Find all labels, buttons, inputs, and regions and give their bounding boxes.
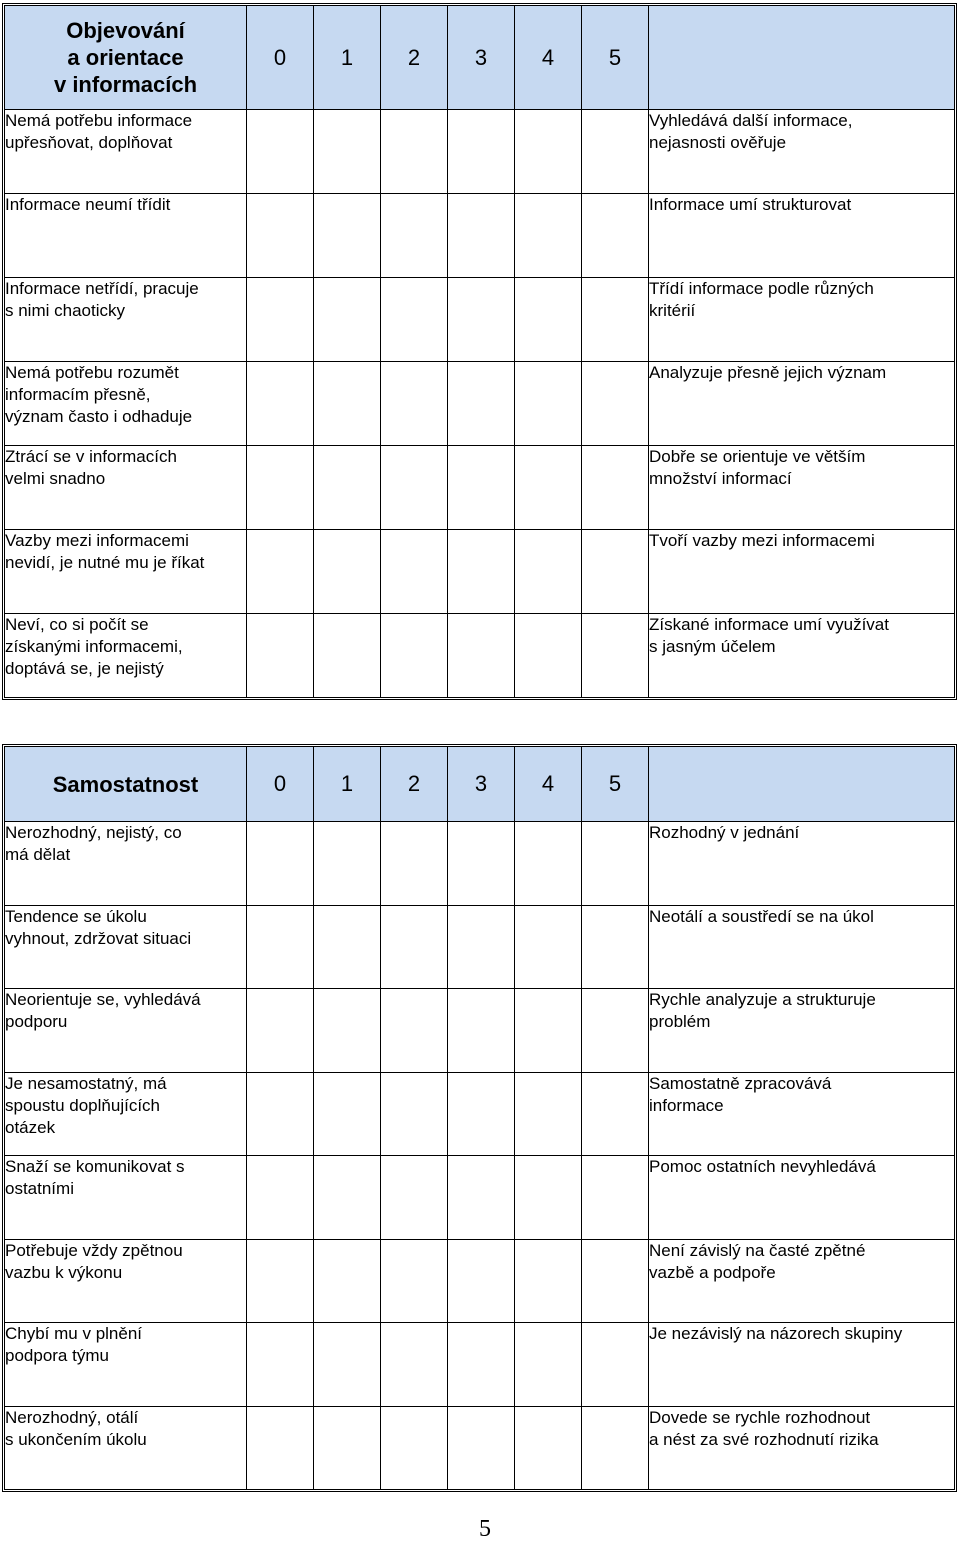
rating-cell[interactable] bbox=[582, 278, 649, 362]
rating-cell[interactable] bbox=[582, 905, 649, 989]
rating-cell[interactable] bbox=[582, 1323, 649, 1407]
descriptor-line: Informace neumí třídit bbox=[5, 195, 171, 214]
rating-cell[interactable] bbox=[582, 614, 649, 698]
rating-cell[interactable] bbox=[314, 1072, 381, 1156]
descriptor-line: Tvoří vazby mezi informacemi bbox=[649, 531, 875, 550]
rating-cell[interactable] bbox=[247, 278, 314, 362]
rating-cell[interactable] bbox=[247, 905, 314, 989]
descriptor-line: Ztrácí se v informacích bbox=[5, 447, 177, 466]
rating-cell[interactable] bbox=[381, 614, 448, 698]
descriptor-line: spoustu doplňujících bbox=[5, 1095, 160, 1115]
rating-cell[interactable] bbox=[381, 194, 448, 278]
descriptor-line: Vazby mezi informacemi bbox=[5, 531, 189, 550]
descriptor-line: Není závislý na časté zpětné bbox=[649, 1240, 866, 1260]
descriptor-line: Samostatně zpracovává bbox=[649, 1073, 832, 1093]
positive-descriptor bbox=[649, 362, 955, 446]
header-blank-cell bbox=[649, 6, 955, 110]
rating-cell[interactable] bbox=[247, 989, 314, 1073]
negative-descriptor bbox=[5, 530, 247, 614]
positive-descriptor bbox=[649, 822, 955, 906]
section-title-line: a orientace bbox=[67, 45, 184, 70]
rating-cell[interactable] bbox=[582, 1072, 649, 1156]
negative-descriptor bbox=[5, 822, 247, 906]
rating-cell[interactable] bbox=[247, 1239, 314, 1323]
positive-descriptor bbox=[649, 110, 955, 194]
rating-cell[interactable] bbox=[448, 530, 515, 614]
table-row bbox=[5, 1072, 955, 1156]
rating-cell[interactable] bbox=[247, 530, 314, 614]
descriptor-line: problém bbox=[649, 1012, 711, 1031]
rating-cell[interactable] bbox=[515, 1072, 582, 1156]
rating-cell[interactable] bbox=[247, 194, 314, 278]
rating-cell[interactable] bbox=[448, 989, 515, 1073]
negative-descriptor bbox=[5, 110, 247, 194]
rating-cell[interactable] bbox=[247, 822, 314, 906]
descriptor-line: Získané informace umí využívat bbox=[649, 615, 889, 634]
descriptor-line: Nemá potřebu informace bbox=[5, 111, 193, 130]
descriptor-line: velmi snadno bbox=[5, 469, 106, 488]
rating-cell[interactable] bbox=[515, 446, 582, 530]
table-row bbox=[5, 822, 955, 906]
descriptor-line: Pomoc ostatních nevyhledává bbox=[649, 1157, 876, 1176]
rating-cell[interactable] bbox=[314, 989, 381, 1073]
rating-cell[interactable] bbox=[247, 362, 314, 446]
descriptor-line: Je nezávislý na názorech skupiny bbox=[649, 1324, 903, 1343]
descriptor-line: s jasným účelem bbox=[649, 637, 776, 656]
rating-cell[interactable] bbox=[448, 1406, 515, 1490]
rating-cell[interactable] bbox=[381, 278, 448, 362]
rating-cell[interactable] bbox=[515, 110, 582, 194]
rating-cell[interactable] bbox=[448, 614, 515, 698]
rating-cell[interactable] bbox=[448, 278, 515, 362]
table-row bbox=[5, 362, 955, 446]
positive-descriptor bbox=[649, 194, 955, 278]
descriptor-line: kritérií bbox=[649, 301, 696, 320]
page-number: 5 bbox=[479, 1516, 491, 1542]
rating-cell[interactable] bbox=[381, 446, 448, 530]
table-row bbox=[5, 110, 955, 194]
descriptor-line: získanými informacemi, bbox=[5, 637, 183, 656]
descriptor-line: Nemá potřebu rozumět bbox=[5, 363, 179, 382]
rating-cell[interactable] bbox=[381, 1239, 448, 1323]
negative-descriptor bbox=[5, 1323, 247, 1407]
rating-cell[interactable] bbox=[247, 1323, 314, 1407]
rating-cell[interactable] bbox=[314, 614, 381, 698]
descriptor-line: otázek bbox=[5, 1117, 56, 1137]
positive-descriptor bbox=[649, 989, 955, 1073]
rating-cell[interactable] bbox=[314, 530, 381, 614]
negative-descriptor bbox=[5, 1072, 247, 1156]
table-header-row bbox=[5, 747, 955, 822]
rating-cell[interactable] bbox=[381, 905, 448, 989]
scale-label: 2 bbox=[381, 747, 448, 822]
descriptor-line: Informace umí strukturovat bbox=[649, 195, 852, 214]
descriptor-line: Nerozhodný, nejistý, co bbox=[5, 823, 182, 842]
descriptor-line: význam často i odhaduje bbox=[5, 407, 193, 426]
rating-cell[interactable] bbox=[582, 1406, 649, 1490]
rating-cell[interactable] bbox=[381, 1156, 448, 1240]
section-title bbox=[5, 747, 247, 822]
positive-descriptor bbox=[649, 1156, 955, 1240]
descriptor-line: podpora týmu bbox=[5, 1346, 109, 1365]
descriptor-line: ostatními bbox=[5, 1179, 74, 1198]
positive-descriptor bbox=[649, 1323, 955, 1407]
rating-cell[interactable] bbox=[247, 1072, 314, 1156]
descriptor-line: vazbu k výkonu bbox=[5, 1262, 123, 1282]
descriptor-line: Dobře se orientuje ve větším bbox=[649, 447, 866, 466]
rating-cell[interactable] bbox=[381, 989, 448, 1073]
positive-descriptor bbox=[649, 1239, 955, 1323]
rating-cell[interactable] bbox=[515, 989, 582, 1073]
positive-descriptor bbox=[649, 614, 955, 698]
scale-label: 5 bbox=[582, 6, 649, 110]
negative-descriptor bbox=[5, 989, 247, 1073]
rating-cell[interactable] bbox=[448, 822, 515, 906]
negative-descriptor bbox=[5, 905, 247, 989]
table-row bbox=[5, 530, 955, 614]
rating-cell[interactable] bbox=[314, 1239, 381, 1323]
descriptor-line: Nerozhodný, otálí bbox=[5, 1407, 139, 1427]
rating-cell[interactable] bbox=[515, 1406, 582, 1490]
rating-cell[interactable] bbox=[448, 1072, 515, 1156]
positive-descriptor bbox=[649, 530, 955, 614]
table-row bbox=[5, 1239, 955, 1323]
descriptor-line: Je nesamostatný, má bbox=[5, 1073, 167, 1093]
section-title-line: Objevování bbox=[66, 18, 185, 43]
table-row bbox=[5, 1156, 955, 1240]
rating-cell[interactable] bbox=[582, 1156, 649, 1240]
rating-cell[interactable] bbox=[247, 1156, 314, 1240]
table-row bbox=[5, 905, 955, 989]
rating-cell[interactable] bbox=[314, 194, 381, 278]
negative-descriptor bbox=[5, 1156, 247, 1240]
negative-descriptor bbox=[5, 362, 247, 446]
rating-cell[interactable] bbox=[448, 1239, 515, 1323]
table-header-row bbox=[5, 6, 955, 110]
rating-cell[interactable] bbox=[247, 614, 314, 698]
positive-descriptor bbox=[649, 1406, 955, 1490]
rating-cell[interactable] bbox=[582, 822, 649, 906]
descriptor-line: s nimi chaoticky bbox=[5, 301, 125, 320]
rating-cell[interactable] bbox=[448, 110, 515, 194]
descriptor-line: Dovede se rychle rozhodnout bbox=[649, 1407, 871, 1427]
descriptor-line: Rozhodný v jednání bbox=[649, 823, 800, 842]
descriptor-line: s ukončením úkolu bbox=[5, 1429, 147, 1449]
descriptor-line: informacím přesně, bbox=[5, 385, 151, 404]
descriptor-line: doptává se, je nejistý bbox=[5, 659, 164, 678]
table-row bbox=[5, 1323, 955, 1407]
scale-label: 3 bbox=[448, 747, 515, 822]
section-title-line: v informacích bbox=[53, 72, 198, 97]
rating-cell[interactable] bbox=[582, 194, 649, 278]
descriptor-line: Neorientuje se, vyhledává bbox=[5, 990, 201, 1009]
rating-cell[interactable] bbox=[314, 362, 381, 446]
rating-cell[interactable] bbox=[314, 822, 381, 906]
negative-descriptor bbox=[5, 278, 247, 362]
scale-label: 3 bbox=[448, 6, 515, 110]
descriptor-line: Snaží se komunikovat s bbox=[5, 1157, 185, 1176]
scale-label: 2 bbox=[381, 6, 448, 110]
rating-cell[interactable] bbox=[582, 446, 649, 530]
rating-cell[interactable] bbox=[582, 1239, 649, 1323]
table-row bbox=[5, 1406, 955, 1490]
rating-cell[interactable] bbox=[515, 1156, 582, 1240]
rating-cell[interactable] bbox=[515, 278, 582, 362]
rating-cell[interactable] bbox=[314, 110, 381, 194]
rating-cell[interactable] bbox=[314, 1323, 381, 1407]
descriptor-line: Neotálí a soustředí se na úkol bbox=[649, 906, 874, 926]
table-row bbox=[5, 278, 955, 362]
scale-label: 0 bbox=[247, 747, 314, 822]
descriptor-line: Vyhledává další informace, bbox=[649, 111, 853, 130]
negative-descriptor bbox=[5, 614, 247, 698]
rating-cell[interactable] bbox=[314, 905, 381, 989]
table-row bbox=[5, 614, 955, 698]
rating-cell[interactable] bbox=[314, 1406, 381, 1490]
descriptor-line: vazbě a podpoře bbox=[649, 1262, 776, 1282]
descriptor-line: nevidí, je nutné mu je říkat bbox=[5, 553, 205, 572]
descriptor-line: vyhnout, zdržovat situaci bbox=[5, 928, 192, 948]
negative-descriptor bbox=[5, 194, 247, 278]
positive-descriptor bbox=[649, 278, 955, 362]
rating-cell[interactable] bbox=[515, 362, 582, 446]
rating-cell[interactable] bbox=[381, 822, 448, 906]
descriptor-line: a nést za své rozhodnutí rizika bbox=[649, 1429, 879, 1449]
descriptor-line: Třídí informace podle různých bbox=[649, 279, 874, 298]
section-title-line: Samostatnost bbox=[52, 771, 199, 797]
rating-cell[interactable] bbox=[314, 278, 381, 362]
negative-descriptor bbox=[5, 1239, 247, 1323]
descriptor-line: Chybí mu v plnění bbox=[5, 1324, 143, 1343]
descriptor-line: Neví, co si počít se bbox=[5, 615, 149, 634]
scale-label: 4 bbox=[515, 6, 582, 110]
rating-cell[interactable] bbox=[314, 446, 381, 530]
table-row bbox=[5, 446, 955, 530]
assessment-table-information bbox=[4, 5, 955, 698]
scale-label: 1 bbox=[314, 6, 381, 110]
positive-descriptor bbox=[649, 1072, 955, 1156]
rating-cell[interactable] bbox=[381, 110, 448, 194]
rating-cell[interactable] bbox=[381, 530, 448, 614]
descriptor-line: množství informací bbox=[649, 469, 792, 488]
rating-cell[interactable] bbox=[515, 1323, 582, 1407]
descriptor-line: Analyzuje přesně jejich význam bbox=[649, 363, 887, 382]
negative-descriptor bbox=[5, 446, 247, 530]
rating-cell[interactable] bbox=[381, 1406, 448, 1490]
rating-cell[interactable] bbox=[582, 362, 649, 446]
descriptor-line: má dělat bbox=[5, 845, 71, 864]
scale-label: 4 bbox=[515, 747, 582, 822]
rating-cell[interactable] bbox=[515, 194, 582, 278]
descriptor-line: podporu bbox=[5, 1012, 68, 1031]
rating-cell[interactable] bbox=[247, 110, 314, 194]
rating-cell[interactable] bbox=[314, 1156, 381, 1240]
rating-cell[interactable] bbox=[247, 446, 314, 530]
section-title bbox=[5, 6, 247, 110]
descriptor-line: Rychle analyzuje a strukturuje bbox=[649, 990, 876, 1009]
descriptor-line: informace bbox=[649, 1095, 724, 1115]
descriptor-line: upřesňovat, doplňovat bbox=[5, 133, 173, 152]
descriptor-line: Tendence se úkolu bbox=[5, 906, 147, 926]
rating-cell[interactable] bbox=[448, 194, 515, 278]
descriptor-line: nejasnosti ověřuje bbox=[649, 133, 787, 152]
rating-cell[interactable] bbox=[448, 362, 515, 446]
rating-cell[interactable] bbox=[448, 905, 515, 989]
rating-cell[interactable] bbox=[582, 989, 649, 1073]
rating-cell[interactable] bbox=[247, 1406, 314, 1490]
scale-label: 0 bbox=[247, 6, 314, 110]
rating-cell[interactable] bbox=[381, 1323, 448, 1407]
rating-cell[interactable] bbox=[582, 110, 649, 194]
positive-descriptor bbox=[649, 446, 955, 530]
rating-cell[interactable] bbox=[582, 530, 649, 614]
header-blank-cell bbox=[649, 747, 955, 822]
rating-cell[interactable] bbox=[515, 905, 582, 989]
rating-cell[interactable] bbox=[381, 1072, 448, 1156]
assessment-table-independence bbox=[4, 746, 955, 1490]
rating-cell[interactable] bbox=[515, 530, 582, 614]
descriptor-line: Potřebuje vždy zpětnou bbox=[5, 1240, 183, 1260]
table-row bbox=[5, 989, 955, 1073]
scale-label: 5 bbox=[582, 747, 649, 822]
positive-descriptor bbox=[649, 905, 955, 989]
rating-cell[interactable] bbox=[515, 614, 582, 698]
rating-cell[interactable] bbox=[381, 362, 448, 446]
table-row bbox=[5, 194, 955, 278]
negative-descriptor bbox=[5, 1406, 247, 1490]
rating-cell[interactable] bbox=[448, 1323, 515, 1407]
scale-label: 1 bbox=[314, 747, 381, 822]
descriptor-line: Informace netřídí, pracuje bbox=[5, 279, 199, 298]
rating-cell[interactable] bbox=[515, 822, 582, 906]
rating-cell[interactable] bbox=[448, 446, 515, 530]
rating-cell[interactable] bbox=[515, 1239, 582, 1323]
rating-cell[interactable] bbox=[448, 1156, 515, 1240]
